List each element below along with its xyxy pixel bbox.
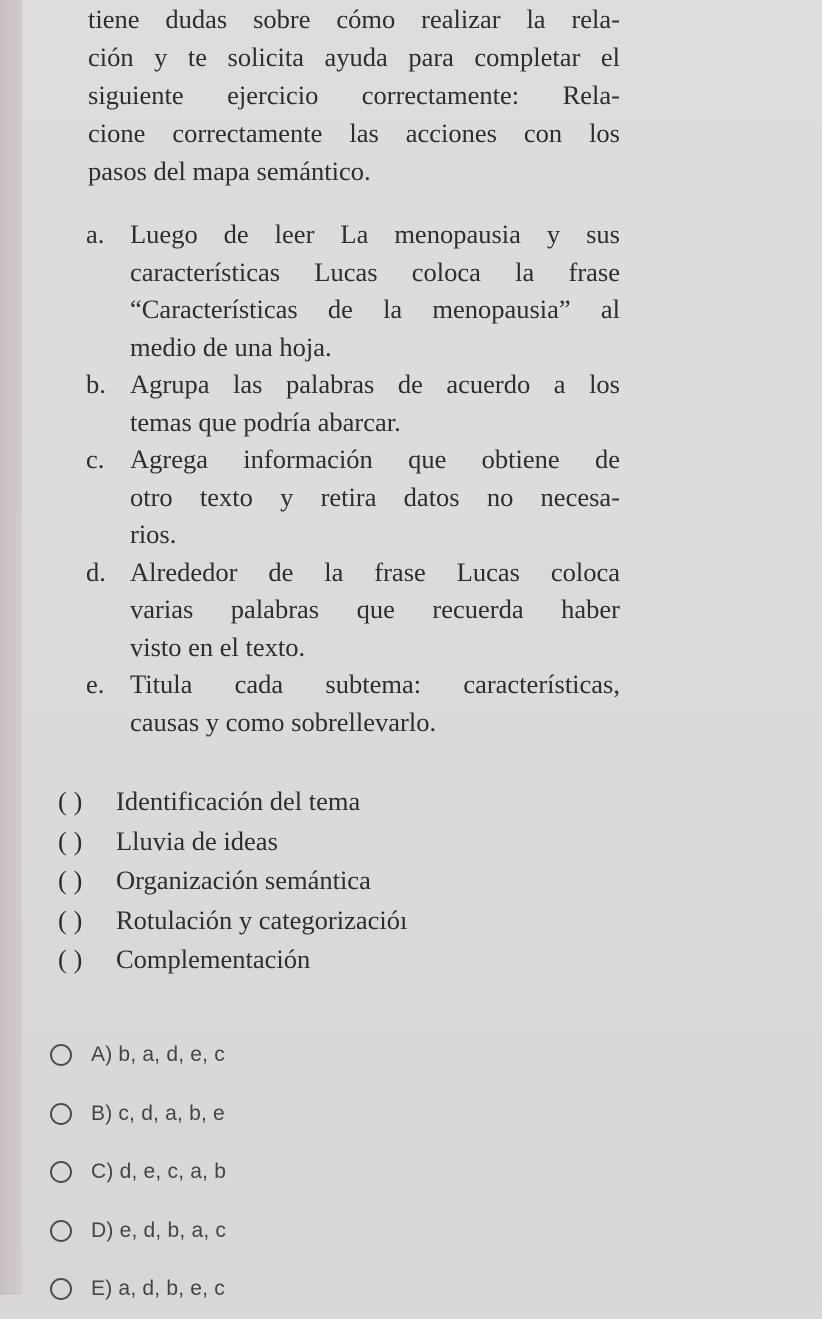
actions-list xyxy=(86,216,620,741)
action-item-b xyxy=(86,366,620,441)
radio-button-icon[interactable] xyxy=(50,1278,72,1300)
intro-line: ción y te solicita ayuda para completar el xyxy=(88,42,620,72)
radio-button-icon[interactable] xyxy=(50,1220,72,1242)
page-edge-shadow xyxy=(0,0,22,1295)
radio-button-icon[interactable] xyxy=(50,1161,72,1183)
action-line: Agrupa las palabras de acuerdo a los xyxy=(130,369,620,399)
option-label[interactable]: C) d, e, c, a, b xyxy=(91,1160,227,1184)
step-label: Organización semántica xyxy=(116,865,371,895)
option-a[interactable] xyxy=(50,1026,226,1085)
option-b[interactable] xyxy=(50,1085,226,1144)
option-label[interactable]: E) a, d, b, e, c xyxy=(91,1277,225,1301)
option-label[interactable]: D) e, d, b, a, c xyxy=(91,1218,227,1242)
intro-line: tiene dudas sobre cómo realizar la rela- xyxy=(88,4,620,34)
action-line: “Características de la menopausia” al xyxy=(130,294,620,324)
answer-blank: ( ) xyxy=(58,786,83,816)
action-letter: a. xyxy=(86,219,105,249)
step-label: Identificación del tema xyxy=(116,786,361,816)
option-e[interactable] xyxy=(50,1260,226,1319)
action-line: visto en el texto. xyxy=(130,631,306,662)
action-line: causas y como sobrellevarlo. xyxy=(130,706,437,737)
answer-blank: ( ) xyxy=(58,904,83,935)
action-item-a xyxy=(86,216,620,366)
question-intro xyxy=(88,0,620,190)
action-line: Titula cada subtema: características, xyxy=(130,669,620,699)
option-label[interactable]: A) b, a, d, e, c xyxy=(91,1043,225,1067)
answer-blank: ( ) xyxy=(58,865,83,895)
step-item xyxy=(58,940,407,980)
step-item xyxy=(58,782,407,822)
action-line: rios. xyxy=(130,519,177,549)
step-item xyxy=(58,861,407,901)
action-item-c xyxy=(86,441,620,554)
action-item-d xyxy=(86,554,620,667)
action-line: Luego de leer La menopausia y sus xyxy=(130,219,620,249)
option-c[interactable] xyxy=(50,1143,226,1202)
action-line: Agrega información que obtiene de xyxy=(130,444,620,474)
option-d[interactable] xyxy=(50,1202,226,1261)
step-label: Rotulación y categorizacióı xyxy=(116,904,408,935)
radio-button-icon[interactable] xyxy=(50,1103,72,1125)
answer-blank: ( ) xyxy=(58,825,83,856)
action-letter: d. xyxy=(86,556,106,587)
action-letter: b. xyxy=(86,369,106,399)
action-letter: e. xyxy=(86,669,105,699)
action-line: varias palabras que recuerda haber xyxy=(130,594,620,624)
action-line: Alrededor de la frase Lucas coloca xyxy=(130,556,620,587)
step-item xyxy=(58,822,407,862)
radio-button-icon[interactable] xyxy=(50,1044,72,1066)
action-line: temas que podría abarcar. xyxy=(130,406,401,437)
step-label: Lluvia de ideas xyxy=(116,825,278,856)
intro-line: cione correctamente las acciones con los xyxy=(88,118,620,148)
action-line: medio de una hoja. xyxy=(130,331,332,362)
answer-blank: ( ) xyxy=(58,944,83,974)
option-label[interactable]: B) c, d, a, b, e xyxy=(91,1101,225,1125)
answer-options xyxy=(50,1026,226,1319)
action-item-e xyxy=(86,666,620,741)
action-letter: c. xyxy=(86,444,105,474)
action-line: otro texto y retira datos no necesa- xyxy=(130,481,620,512)
intro-line: siguiente ejercicio correctamente: Rela- xyxy=(88,80,620,110)
intro-line: pasos del mapa semántico. xyxy=(88,156,371,186)
step-item xyxy=(58,901,407,941)
step-label: Complementación xyxy=(116,944,311,974)
semantic-map-steps xyxy=(58,782,407,980)
action-line: características Lucas coloca la frase xyxy=(130,256,620,287)
